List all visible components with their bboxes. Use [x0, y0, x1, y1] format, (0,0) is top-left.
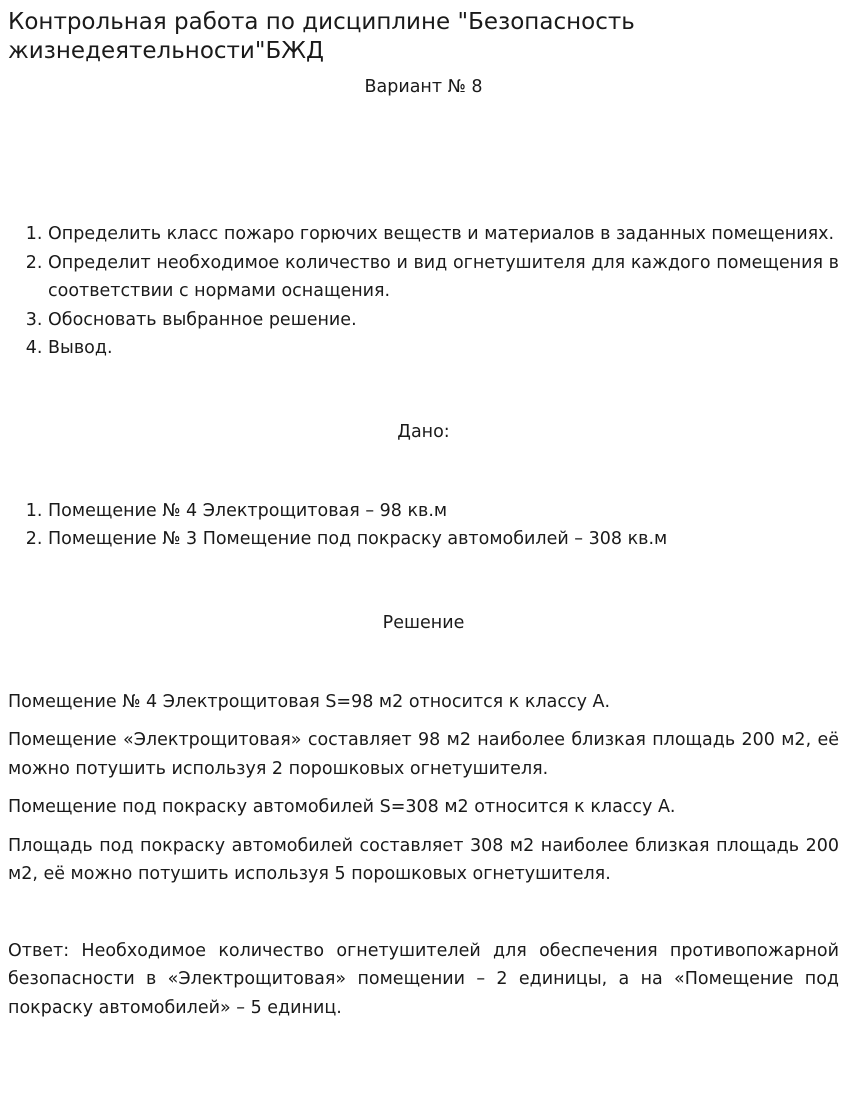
- blank-space: [8, 100, 839, 220]
- given-list: [8, 497, 839, 554]
- solution-paragraph: Помещение под покраску автомобилей S=308 м2 относится к классу А.: [8, 797, 676, 817]
- given-item: 2. Помещение № 3 Помещение под покраску автомобилей – 308 кв.м: [48, 525, 839, 554]
- task-item: 1. Определить класс пожаро горючих веществ и материалов в заданных помещениях.: [48, 220, 839, 249]
- solution-paragraph: Помещение № 4 Электрощитовая S=98 м2 относится к классу А.: [8, 691, 611, 712]
- task-list: [8, 220, 839, 363]
- given-section: [8, 497, 839, 554]
- solution-paragraph: Помещение «Электрощитовая» составляет 98 м2 наиболее близкая площадь 200 м2, её можно потушить используя 2 порошковых огнетушителя.: [8, 730, 839, 779]
- task-item: 2. Определит необходимое количество и вид огнетушителя для каждого помещения в соответствии с нормами оснащения.: [48, 249, 839, 306]
- variant-label: Вариант № 8: [364, 77, 483, 97]
- document-title: Контрольная работа по дисциплине "Безопасность жизнедеятельности"БЖД: [8, 9, 635, 64]
- solution-heading: Решение: [382, 612, 465, 633]
- solution-section: [8, 688, 839, 889]
- task-item: 3. Обосновать выбранное решение.: [48, 306, 839, 335]
- solution-paragraph: Площадь под покраску автомобилей составляет 308 м2 наиболее близкая площадь 200 м2, её можно потушить используя 5 порошковых огнетушителя.: [8, 835, 839, 884]
- answer-paragraph: Ответ: Необходимое количество огнетушителей для обеспечения противопожарной безопасности в «Электрощитовая» помещении – 2 единицы, а на «Помещение под покраску автомобилей» – 5 единиц.: [8, 940, 839, 1018]
- given-item: 1. Помещение № 4 Электрощитовая – 98 кв.м: [48, 497, 839, 526]
- task-item: 4. Вывод.: [48, 334, 839, 363]
- given-heading: Дано:: [397, 421, 450, 442]
